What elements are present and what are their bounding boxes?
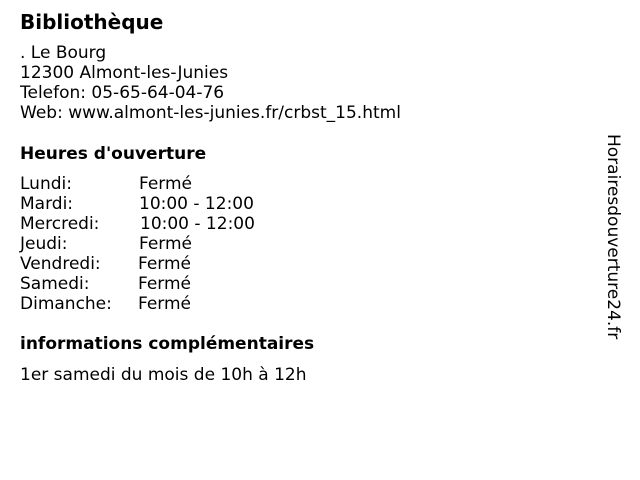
info-text: 1er samedi du mois de 10h à 12h xyxy=(20,365,307,385)
hours-value: Fermé xyxy=(139,174,193,194)
website: Web: www.almont-les-junies.fr/crbst_15.html xyxy=(20,103,401,123)
day-label: Samedi: xyxy=(20,274,90,294)
day-label: Mardi: xyxy=(20,194,74,214)
hours-value: Fermé xyxy=(139,234,193,254)
hours-value: Fermé xyxy=(138,254,192,274)
info-heading: informations complémentaires xyxy=(20,334,315,354)
day-label: Lundi: xyxy=(20,174,72,194)
hours-value: 10:00 - 12:00 xyxy=(140,214,255,234)
street-address: . Le Bourg xyxy=(20,43,107,63)
phone-number: Telefon: 05-65-64-04-76 xyxy=(20,83,225,103)
city: 12300 Almont-les-Junies xyxy=(20,63,229,83)
day-label: Jeudi: xyxy=(20,234,68,254)
watermark: Horairesdouverture24.fr xyxy=(603,134,623,340)
page-title: Bibliothèque xyxy=(20,10,164,34)
hours-value: Fermé xyxy=(138,294,192,314)
day-label: Mercredi: xyxy=(20,214,100,234)
hours-value: Fermé xyxy=(138,274,192,294)
day-label: Dimanche: xyxy=(20,294,112,314)
hours-value: 10:00 - 12:00 xyxy=(139,194,254,214)
day-label: Vendredi: xyxy=(20,254,101,274)
hours-heading: Heures d'ouverture xyxy=(20,144,207,164)
address-block xyxy=(20,43,401,123)
